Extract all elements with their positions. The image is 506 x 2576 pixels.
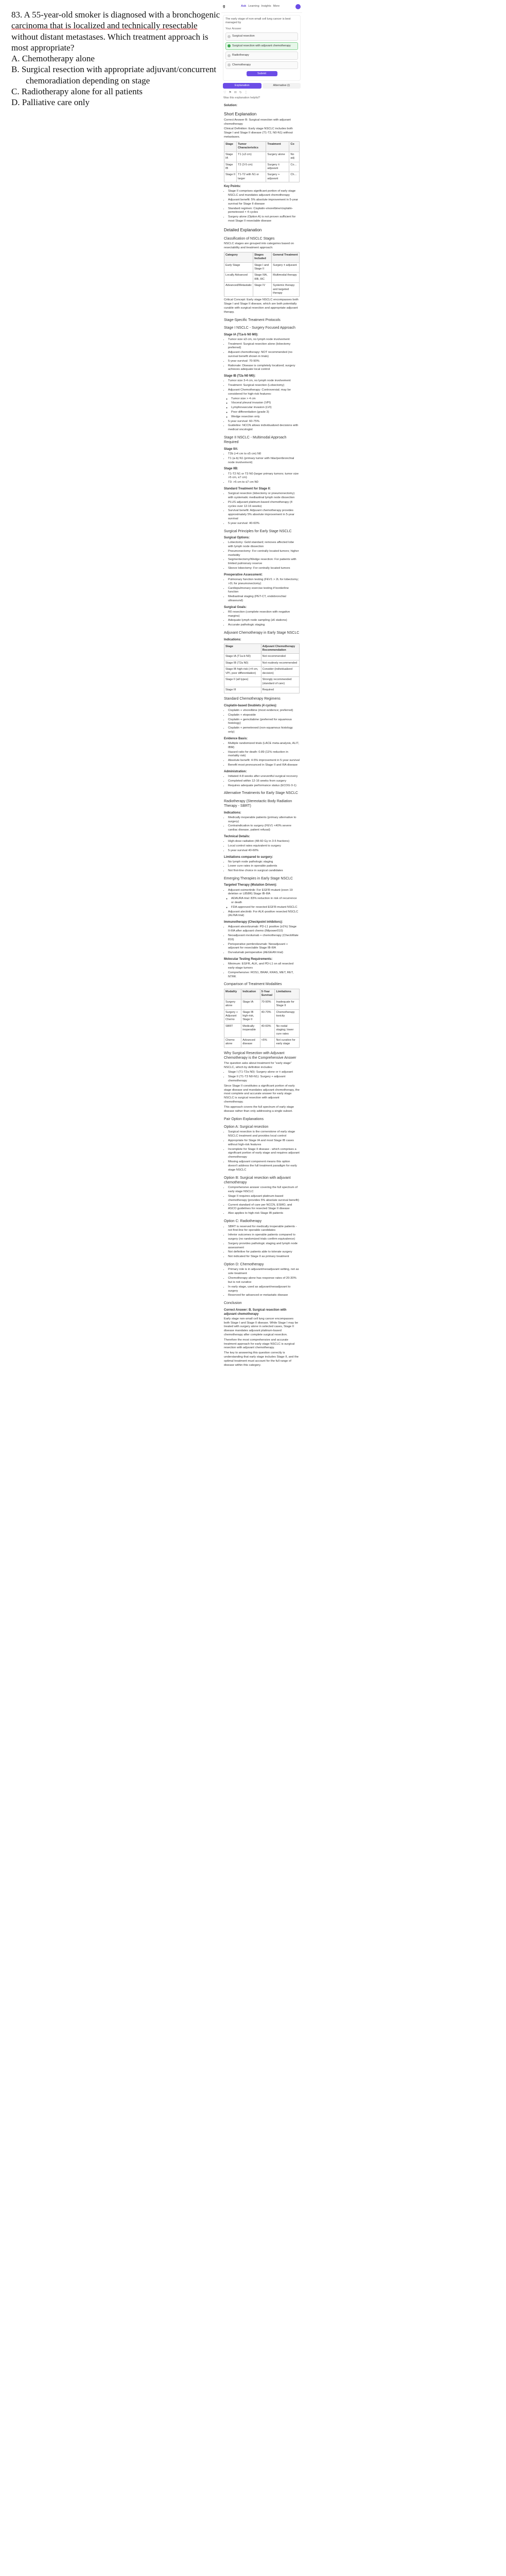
subsection-title: Stage IIA: bbox=[224, 447, 238, 451]
bullet-list bbox=[228, 472, 300, 485]
subsection-title: Administration: bbox=[224, 770, 247, 773]
table-cell: Stage IA (T1a-b N0) bbox=[224, 654, 261, 660]
table-header: Category bbox=[224, 252, 253, 262]
subsection-title: Targeted Therapy (Mutation Driven): bbox=[224, 884, 277, 887]
subsection-title: Limitations compared to surgery: bbox=[224, 855, 273, 859]
list-item: • Treatment: Surgical resection alone (lobectomy preferred) bbox=[228, 343, 300, 351]
tab-insights[interactable]: Insights bbox=[261, 5, 271, 8]
list-item: • Missing adjuvant component means this option doesn't address the full treatment paradigm for early stage NSCLC bbox=[228, 1160, 300, 1172]
paragraph: The question asks about treatment for “early stage” NSCLC, which by definition includes: bbox=[224, 1061, 292, 1069]
list-item: • T1 (a-b) N1 (primary tumor with hilar/peribronchial node involvement) bbox=[228, 457, 300, 465]
list-item: • Rationale: Disease is completely localized; surgery achieves adequate local control bbox=[228, 364, 300, 372]
question-line: most appropriate? bbox=[11, 42, 75, 53]
list-item: • Not indicated for Stage II as primary treatment bbox=[228, 1255, 300, 1259]
table-row bbox=[224, 667, 300, 677]
section-title: Standard Chemotherapy Regimens bbox=[224, 697, 281, 701]
list-item: • Completed within 12-16 weeks from surgery bbox=[228, 779, 300, 784]
mail-icon[interactable]: ✉ bbox=[234, 91, 237, 95]
option-d-title: Option D: Chemotherapy bbox=[224, 1263, 264, 1267]
list-item: • Segmentectomy/Wedge resection: For patients with limited pulmonary reserve bbox=[228, 558, 300, 566]
bullet-list bbox=[228, 925, 300, 955]
table-cell: Medically inoperable bbox=[241, 1023, 260, 1037]
paragraph: NSCLC stages are grouped into categories based on resectability and treatment approach: bbox=[224, 242, 294, 249]
paragraph: Early stage non-small cell lung cancer encompasses both Stage I and Stage II disease. While Stage I may be treated with surgery alone in selected cases, Stage II disease mandates adjuvant platinum-based chemotherapy after complete surgical resection. bbox=[224, 1317, 299, 1337]
subsection-title: Indications: bbox=[224, 811, 241, 815]
bullet-list bbox=[228, 611, 300, 628]
list-item: • Pulmonary function testing (FEV1 > 2L for lobectomy; >2L for pneumonectomy) bbox=[228, 578, 300, 586]
table-row bbox=[224, 262, 300, 273]
list-item: ◦ Tumor size > 4 cm bbox=[231, 397, 300, 401]
table-cell: Systemic therapy and targeted therapy bbox=[272, 283, 300, 297]
table-cell: T1 (≤3 cm) bbox=[237, 151, 266, 162]
table-header: 5-Year Survival bbox=[260, 989, 275, 999]
list-item: • Cardiopulmonary exercise testing if borderline function bbox=[228, 587, 300, 595]
tab-explanation[interactable]: Explanation bbox=[223, 83, 261, 89]
table-cell: T2 (3-5 cm) bbox=[237, 162, 266, 172]
table-header: Stage bbox=[224, 141, 237, 151]
subsection-title: Evidence Basis: bbox=[224, 737, 248, 740]
table-cell: Stage II bbox=[224, 172, 237, 182]
tab-ask[interactable]: Ask bbox=[241, 5, 247, 8]
list-item: • Local control rates equivalent to surgery bbox=[228, 844, 300, 849]
table-cell: Stage IA bbox=[241, 999, 260, 1009]
list-item: ◦ FDA-approved for resected EGFR-mutant NSCLC bbox=[231, 906, 300, 910]
option-b-title: Option B: Surgical resection with adjuvant chemotherapy bbox=[224, 1176, 291, 1184]
list-item: • Pneumonectomy: For centrally located tumors; higher morbidity bbox=[228, 550, 300, 558]
radio-icon bbox=[228, 63, 231, 66]
section-title: Adjuvant Chemotherapy in Early Stage NSCLC bbox=[224, 631, 300, 635]
list-item: ◦ Wedge resection only bbox=[231, 415, 300, 419]
subsection-title: Standard Treatment for Stage II: bbox=[224, 487, 271, 490]
bullet-list bbox=[228, 742, 300, 768]
list-item: • Comprehensive: ROS1, BRAF, KRAS, MET, RET, NTRK bbox=[228, 971, 300, 979]
table-cell: Consider (individualized decision) bbox=[261, 667, 299, 677]
list-item: • Contraindication to surgery (FEV1 <40% severe cardiac disease, patient refusal) bbox=[228, 824, 300, 833]
answer-option-a: A. Chemotherapy alone bbox=[11, 54, 95, 63]
list-item: • Comprehensive answer covering the full spectrum of early stage NSCLC bbox=[228, 1186, 300, 1194]
list-item: ◦ Poor differentiation (grade 3) bbox=[231, 411, 300, 415]
table-row bbox=[224, 677, 300, 687]
question-text bbox=[11, 9, 238, 108]
bullet-list bbox=[228, 1186, 300, 1216]
table-cell: Surgery + Adjuvant Chemo bbox=[224, 1009, 241, 1023]
table-cell: Stage IB high-risk, Stage II bbox=[241, 1009, 260, 1023]
list-item: • Durvalumab perioperative (AEGEAN trial) bbox=[228, 951, 300, 955]
list-item: • R0 resection (complete resection with negative margins) bbox=[228, 611, 300, 619]
flag-icon[interactable]: ⚑ bbox=[229, 91, 232, 95]
table-cell: Strongly recommended (standard of care) bbox=[261, 677, 299, 687]
table-cell: Stage II (all types) bbox=[224, 677, 261, 687]
bullet-list bbox=[228, 709, 300, 735]
answer-option-d: D. Palliative care only bbox=[11, 97, 90, 107]
quiz-card bbox=[223, 15, 301, 81]
list-item: • Lower cure rates in operable patients bbox=[228, 865, 300, 869]
list-item: • Cisplatin + pemetrexed (non-squamous histology only) bbox=[228, 726, 300, 735]
paragraph: This approach covers the full spectrum of early stage disease rather than only addressing a single subset. bbox=[224, 1105, 294, 1113]
bullet-list bbox=[228, 578, 300, 603]
classification-table bbox=[224, 252, 300, 297]
question-line: without distant metastases. Which treatment approach is bbox=[11, 31, 208, 42]
table-cell: Ch... bbox=[289, 172, 300, 182]
list-item: • Neoadjuvant nivolumab + chemotherapy (CheckMate 816) bbox=[228, 934, 300, 942]
check-icon bbox=[228, 44, 231, 47]
bullet-list bbox=[228, 452, 300, 465]
conclusion-title: Conclusion bbox=[224, 1301, 242, 1306]
table-row bbox=[224, 273, 300, 283]
solution-label: Solution: bbox=[224, 104, 237, 107]
adjuvant-table bbox=[224, 643, 300, 694]
section-title: Surgical Principles for Early Stage NSCLC bbox=[224, 529, 292, 533]
list-item: • Not first-line choice in surgical candidates bbox=[228, 869, 300, 873]
list-item: • Survival benefit: Adjuvant chemotherapy provides approximately 5% absolute improvement in 5-year survival bbox=[228, 509, 300, 521]
quiz-option-label: Surgical resection bbox=[232, 35, 255, 38]
table-cell: Chemotherapy toxicity bbox=[275, 1009, 300, 1023]
correct-answer: Correct Answer B: Surgical resection with adjuvant chemotherapy bbox=[224, 118, 291, 126]
list-item: • Stage I (T1-T2a N0): Surgery alone or ± adjuvant bbox=[228, 1071, 300, 1075]
quiz-option-label: Radiotherapy bbox=[232, 54, 249, 57]
question-line: 83. A 55-year-old smoker is diagnosed with a bronchogenic bbox=[11, 10, 220, 20]
table-cell: Early Stage bbox=[224, 262, 253, 273]
app-logo[interactable]: g bbox=[223, 5, 225, 9]
subsection-title: Cisplatin-based Doublets (4 cycles): bbox=[224, 704, 277, 707]
section-title: Classification of NSCLC Stages bbox=[224, 236, 275, 241]
table-cell: Stage IB bbox=[224, 162, 237, 172]
list-item: ◦ Visceral pleural invasion (VPI) bbox=[231, 401, 300, 405]
more-icon[interactable]: ⋮ bbox=[244, 91, 248, 95]
tab-learning[interactable]: Learning bbox=[248, 5, 259, 8]
table-cell: Surgery ± adjuvant bbox=[266, 162, 289, 172]
list-item: • Adjuvant osimertinib: For EGFR-mutant (exon 19 deletion or L858R) Stage IB-IIIA bbox=[228, 889, 300, 897]
list-item: • Adjuvant atezolizumab: PD-L1 positive (≥1%) Stage II-IIIA after adjuvant chemo (IMpower010) bbox=[228, 925, 300, 934]
quiz-option-correct[interactable] bbox=[225, 42, 298, 50]
table-cell: Stage IV bbox=[253, 283, 272, 297]
list-item: • 5-year survival: 70-90% bbox=[228, 360, 300, 364]
list-item: • Requires adequate performance status (ECOG 0-1) bbox=[228, 784, 300, 788]
table-cell: Stage IB (T2a N0) bbox=[224, 660, 261, 666]
option-c-title: Option C: Radiotherapy bbox=[224, 1219, 262, 1224]
subsection-title: Surgical Goals: bbox=[224, 605, 247, 609]
refresh-icon[interactable]: ↻ bbox=[239, 91, 242, 95]
quiz-option[interactable] bbox=[225, 52, 298, 59]
list-item: • Treatment: Surgical resection (Lobectomy) bbox=[228, 384, 300, 388]
list-item: • Not definitive for patients able to tolerate surgery bbox=[228, 1250, 300, 1255]
section-title: Stage I NSCLC - Surgery Focused Approach bbox=[224, 326, 295, 330]
section-title: Radiotherapy (Stereotactic Body Radiation Therapy - SBRT) bbox=[224, 799, 292, 808]
table-header: Modality bbox=[224, 989, 241, 999]
list-item: • 5-year survival 40-60% bbox=[228, 849, 300, 853]
list-item: • Cisplatin + gemcitabine (preferred for squamous histology) bbox=[228, 718, 300, 726]
table-header: General Treatment bbox=[272, 252, 300, 262]
list-item: • Cisplatin + vinorelbine (most evidence; preferred) bbox=[228, 709, 300, 713]
list-item: • Tumor size ≤3 cm, no lymph node involvement bbox=[228, 338, 300, 342]
heart-icon[interactable]: ♡ bbox=[223, 91, 226, 95]
list-item: • Chemotherapy alone has response rates of 20-30% but is not curative bbox=[228, 1277, 300, 1285]
list-item: ◦ Lymphovascular invasion (LVI) bbox=[231, 406, 300, 410]
list-item: • Hazard ratio for death: 0.89 (11% reduction in mortality risk) bbox=[228, 751, 300, 759]
list-item: • Medically inoperable patients (primary alternative to surgery) bbox=[228, 816, 300, 824]
list-item: • No lymph node pathologic staging bbox=[228, 860, 300, 865]
critical-concept: Critical Concept: Early stage NSCLC encompasses both Stage I and Stage II disease, which are both potentially curable with surgical resection and appropriate adjuvant therapy. bbox=[224, 298, 299, 314]
table-cell: Not curative for early stage bbox=[275, 1038, 300, 1048]
list-item: • 5-year survival: 40-60% bbox=[228, 522, 300, 526]
subsection-title: Indications: bbox=[224, 638, 241, 641]
stage-table bbox=[224, 141, 300, 182]
table-cell: Surgery alone bbox=[266, 151, 289, 162]
table-cell: Inadequate for Stage II bbox=[275, 999, 300, 1009]
comparison-table bbox=[224, 989, 300, 1048]
table-cell: 40-60% bbox=[260, 1023, 275, 1037]
list-item: • Multiple randomized trials (LACE meta-analysis, ALIT, IBM) bbox=[228, 742, 300, 750]
quiz-option[interactable] bbox=[225, 61, 298, 69]
table-cell: No adj bbox=[289, 151, 300, 162]
option-a-title: Option A: Surgical resection bbox=[224, 1125, 269, 1129]
table-header: Indication bbox=[241, 989, 260, 999]
action-icons bbox=[223, 91, 300, 95]
list-item: • Perioperative pembrolizumab: Neoadjuvant + adjuvant for resectable Stage IB-IIIA bbox=[228, 943, 300, 951]
table-header: Limitations bbox=[275, 989, 300, 999]
radio-icon bbox=[228, 54, 231, 57]
paragraph: Therefore the most comprehensive and accurate treatment approach for early stage NSCLC is surgical resection with adjuvant chemotherapy. bbox=[224, 1338, 295, 1350]
table-cell: Surgery + adjuvant bbox=[266, 172, 289, 182]
bullet-list bbox=[228, 1225, 300, 1260]
avatar[interactable] bbox=[295, 4, 301, 9]
explanation-toggle bbox=[223, 83, 301, 89]
radio-icon bbox=[228, 35, 231, 38]
table-header: Stage bbox=[224, 643, 261, 654]
list-item: • Sleeve lobectomy: For centrally located tumors bbox=[228, 567, 300, 571]
table-cell: Surgery alone bbox=[224, 999, 241, 1009]
subsection-title: Technical Details: bbox=[224, 835, 250, 838]
answer-option-b-cont: chemoradiation depending on stage bbox=[26, 75, 150, 86]
subsection-title: Stage IA (T1a-b N0 M0): bbox=[224, 333, 258, 336]
list-item: • Guideline: NCCN allows individualized decisions with medical oncologist bbox=[228, 424, 300, 432]
list-item: • Adjuvant chemotherapy: NOT recommended (no survival benefit shown in trials) bbox=[228, 351, 300, 359]
feedback-prompt: Was this explanation helpful? bbox=[223, 96, 260, 100]
table-cell: Stage IA bbox=[224, 151, 237, 162]
table-row bbox=[224, 151, 300, 162]
bullet-list bbox=[228, 1071, 300, 1083]
key-points-list bbox=[228, 190, 300, 224]
table-row bbox=[224, 687, 300, 693]
table-row bbox=[224, 1009, 300, 1023]
your-answer-label: Your Answer bbox=[225, 27, 241, 30]
list-item: • Adequate lymph node sampling (≥6 stations) bbox=[228, 619, 300, 623]
bullet-list bbox=[228, 379, 300, 432]
section-title: Comparison of Treatment Modalities bbox=[224, 982, 282, 987]
bullet-list bbox=[228, 816, 300, 833]
key-points-title: Key Points: bbox=[224, 185, 241, 189]
table-cell: Locally Advanced bbox=[224, 273, 253, 283]
section-title: Emerging Therapies in Early Stage NSCLC bbox=[224, 877, 293, 881]
bullet-list bbox=[228, 492, 300, 526]
table-cell: Required bbox=[261, 687, 299, 693]
subsection-title: Molecular Testing Requirements: bbox=[224, 958, 273, 961]
table-cell: 70-90% bbox=[260, 999, 275, 1009]
list-item: • Benefit most pronounced in Stage II and IIIA disease bbox=[228, 764, 300, 768]
list-item: • Surgical resection is the cornerstone of early stage NSCLC treatment and provides local control bbox=[228, 1130, 300, 1139]
table-cell: SBRT bbox=[224, 1023, 241, 1037]
paragraph: The key to answering this question correctly is understanding that early stage includes Stage II, and the optimal treatment must account for the full range of disease within this category. bbox=[224, 1351, 299, 1367]
list-item: • Accurate pathologic staging bbox=[228, 623, 300, 628]
list-item: • Surgery provides pathologic staging and lymph node assessment bbox=[228, 1242, 300, 1250]
list-item: • Adjuvant alectinib: For ALK-positive resected NSCLC (ALINA trial) bbox=[228, 910, 300, 919]
tab-more[interactable]: More bbox=[273, 5, 280, 8]
table-cell: Not routinely recommended bbox=[261, 660, 299, 666]
list-item: • Tumor size 3-4 cm, no lymph node involvement bbox=[228, 379, 300, 383]
table-cell: Stage I and Stage II bbox=[253, 262, 272, 273]
list-item: • Incomplete for Stage II disease - which comprises a significant portion of early stage and requires adjuvant chemotherapy bbox=[228, 1148, 300, 1160]
bullet-list bbox=[228, 775, 300, 788]
answer-option-b: B. Surgical resection with appropriate adjuvant/concurrent bbox=[11, 64, 217, 75]
list-item: • 5-year survival: 60-75% bbox=[228, 420, 300, 424]
section-title: Why Surgical Resection with Adjuvant Chemotherapy is the Comprehensive Answer bbox=[224, 1051, 296, 1060]
list-item: • T3: >5 cm to ≤7 cm N0 bbox=[228, 481, 300, 485]
bullet-list bbox=[228, 889, 300, 919]
quiz-option-label: Chemotherapy bbox=[232, 63, 251, 66]
list-item: • Adjuvant Chemotherapy: Controversial; may be considered for high-risk features: bbox=[228, 388, 300, 397]
app-panel bbox=[221, 1, 302, 2576]
list-item: • Surgical resection (lobectomy or pneumonectomy) with systematic mediastinal lymph node dissection bbox=[228, 492, 300, 500]
section-title: Pair Option Explanations bbox=[224, 1117, 264, 1121]
quiz-question: The early stage of non-small cell lung cancer is best managed by bbox=[225, 18, 291, 25]
table-cell: Advanced disease bbox=[241, 1038, 260, 1048]
list-item: • Adjuvant benefit: 5% absolute improvement in 5-year survival for Stage II disease bbox=[228, 198, 300, 207]
quiz-option[interactable] bbox=[225, 32, 298, 40]
list-item: • Reserved for advanced or metastatic disease bbox=[228, 1294, 300, 1298]
table-header: Treatment bbox=[266, 141, 289, 151]
list-item: • Mediastinal staging (PET-CT, endobronchial ultrasound) bbox=[228, 595, 300, 603]
list-item: • Cisplatin + etoposide bbox=[228, 714, 300, 718]
list-item: • SBRT is reserved for medically inoperable patients - not first-line for operable candidates bbox=[228, 1225, 300, 1233]
bullet-list bbox=[228, 962, 300, 979]
list-item: • Lobectomy: Gold standard; removes affected lobe with lymph node dissection bbox=[228, 541, 300, 549]
table-cell: Co... bbox=[289, 162, 300, 172]
bullet-list bbox=[228, 840, 300, 853]
table-cell: Multimodal therapy bbox=[272, 273, 300, 283]
table-row bbox=[224, 1038, 300, 1048]
table-row bbox=[224, 172, 300, 182]
tab-alternative[interactable]: Alternative (i) bbox=[263, 83, 301, 89]
table-row bbox=[224, 660, 300, 666]
list-item: • Stage II comprises significant portion of early stage NSCLC and mandates adjuvant chemotherapy bbox=[228, 190, 300, 198]
list-item: • Appropriate for Stage IA and most Stage IB cases without high-risk features bbox=[228, 1139, 300, 1147]
top-nav bbox=[221, 1, 302, 13]
table-row bbox=[224, 654, 300, 660]
quiz-option-label: Surgical resection with adjuvant chemotherapy bbox=[232, 44, 291, 47]
table-row bbox=[224, 999, 300, 1009]
list-item: • In early stage, used as adjuvant/neoadjuvant to surgery bbox=[228, 1285, 300, 1294]
list-item: • Inferior outcomes in operable patients compared to surgery (no randomized trials confirm equivalence) bbox=[228, 1233, 300, 1242]
list-item: • Stage II requires adjuvant platinum-based chemotherapy (provides 5% absolute survival benefit) bbox=[228, 1195, 300, 1203]
table-row bbox=[224, 283, 300, 297]
answer-option-c: C. Radiotherapy alone for all patients bbox=[11, 86, 143, 96]
paragraph: Since Stage II constitutes a significant portion of early stage disease and mandates adjuvant chemotherapy, the most complete and accurate answer for early stage NSCLC is surgical resection with adjuvant chemotherapy. bbox=[224, 1084, 300, 1104]
list-item: • Also applies to high-risk Stage IB patients bbox=[228, 1212, 300, 1216]
list-item: • Minimum: EGFR, ALK, and PD-L1 on all resected early-stage tumors bbox=[228, 962, 300, 971]
list-item: • Standard regimen: Cisplatin-vinorelbine/cisplatin-pemetrexed × 4 cycles bbox=[228, 207, 300, 215]
table-row bbox=[224, 162, 300, 172]
bullet-list bbox=[228, 338, 300, 372]
submit-button[interactable]: Submit bbox=[247, 71, 277, 76]
list-item: • Initiated 4-8 weeks after uneventful surgical recovery bbox=[228, 775, 300, 779]
table-cell: Not recommended bbox=[261, 654, 299, 660]
list-item: • Primary role is in adjuvant/neoadjuvant setting, not as sole treatment bbox=[228, 1268, 300, 1276]
table-header: Tumor Characteristics bbox=[237, 141, 266, 151]
table-cell: Stage IB high-risk (>4 cm, VPI, poor differentiation) bbox=[224, 667, 261, 677]
explanation-content bbox=[221, 104, 302, 1368]
list-item: • Surgery alone (Option A) is not proven sufficient for most Stage II resectable disease bbox=[228, 215, 300, 224]
subsection-title: Preoperative Assessment: bbox=[224, 573, 263, 577]
table-cell: T1-T2 with N1 or larger bbox=[237, 172, 266, 182]
list-item: ◦ ADAURA trial: 83% reduction in risk of recurrence or death bbox=[231, 897, 300, 905]
list-item: • Stage II (T1-T3 N0-N1): Surgery + adjuvant chemotherapy bbox=[228, 1075, 300, 1083]
list-item: • Absolute benefit: 4-5% improvement in 5-year survival bbox=[228, 759, 300, 763]
bullet-list bbox=[228, 1130, 300, 1172]
table-header: Adjuvant Chemotherapy Recommendation bbox=[261, 643, 299, 654]
nav-tabs bbox=[241, 5, 280, 8]
bullet-list bbox=[228, 1268, 300, 1298]
list-item: • Current standard of care per NCCN, ESMO, and ASCO guidelines for resected Stage II disease bbox=[228, 1204, 300, 1212]
list-item: • T2b (>4 cm to ≤5 cm) N0 bbox=[228, 452, 300, 456]
table-cell: 40-70% bbox=[260, 1009, 275, 1023]
subsection-title: Immunotherapy (Checkpoint inhibitors): bbox=[224, 921, 283, 924]
table-row bbox=[224, 1023, 300, 1037]
subsection-title: Surgical Options: bbox=[224, 536, 250, 539]
table-cell: Stage IIIA, IIIB, IIIC bbox=[253, 273, 272, 283]
list-item: • PLUS adjuvant platinum-based chemotherapy (4 cycles over 12-16 weeks) bbox=[228, 501, 300, 509]
list-item: • T1-T2 N1 or T3 N0 (larger primary tumors; tumor size >5 cm, ≤7 cm) bbox=[228, 472, 300, 481]
detailed-explanation-title: Detailed Explanation bbox=[224, 227, 262, 232]
section-title: Alternative Treatments for Early Stage NSCLC bbox=[224, 791, 298, 795]
table-cell: Chemo alone bbox=[224, 1038, 241, 1048]
table-cell: Advanced/Metastatic bbox=[224, 283, 253, 297]
subsection-title: Stage IB (T2a N0 M0): bbox=[224, 375, 256, 378]
bullet-list bbox=[228, 541, 300, 571]
bullet-list bbox=[228, 860, 300, 873]
table-cell: <5% bbox=[260, 1038, 275, 1048]
table-cell: Surgery ± adjuvant bbox=[272, 262, 300, 273]
section-title: Stage II NSCLC - Multimodal Approach Required bbox=[224, 436, 287, 445]
section-title: Stage-Specific Treatment Protocols bbox=[224, 318, 281, 322]
table-cell: Stage III bbox=[224, 687, 261, 693]
short-explanation-title: Short Explanation bbox=[224, 111, 257, 116]
conclusion-answer: Correct Answer: B. Surgical resection with adjuvant chemotherapy bbox=[224, 1308, 287, 1316]
table-header: Co bbox=[289, 141, 300, 151]
subsection-title: Stage IIB: bbox=[224, 467, 238, 471]
question-line: carcinoma that is localized and technically resectable bbox=[11, 21, 198, 31]
table-header: Stages Included bbox=[253, 252, 272, 262]
list-item: • High-dose radiation (48-60 Gy in 3-5 fractions) bbox=[228, 840, 300, 844]
table-cell: No nodal staging; lower cure rates bbox=[275, 1023, 300, 1037]
clinical-definition: Clinical Definition: Early stage NSCLC includes both Stage I and Stage II disease (T1-T2, N0-N1) without metastases. bbox=[224, 127, 293, 139]
